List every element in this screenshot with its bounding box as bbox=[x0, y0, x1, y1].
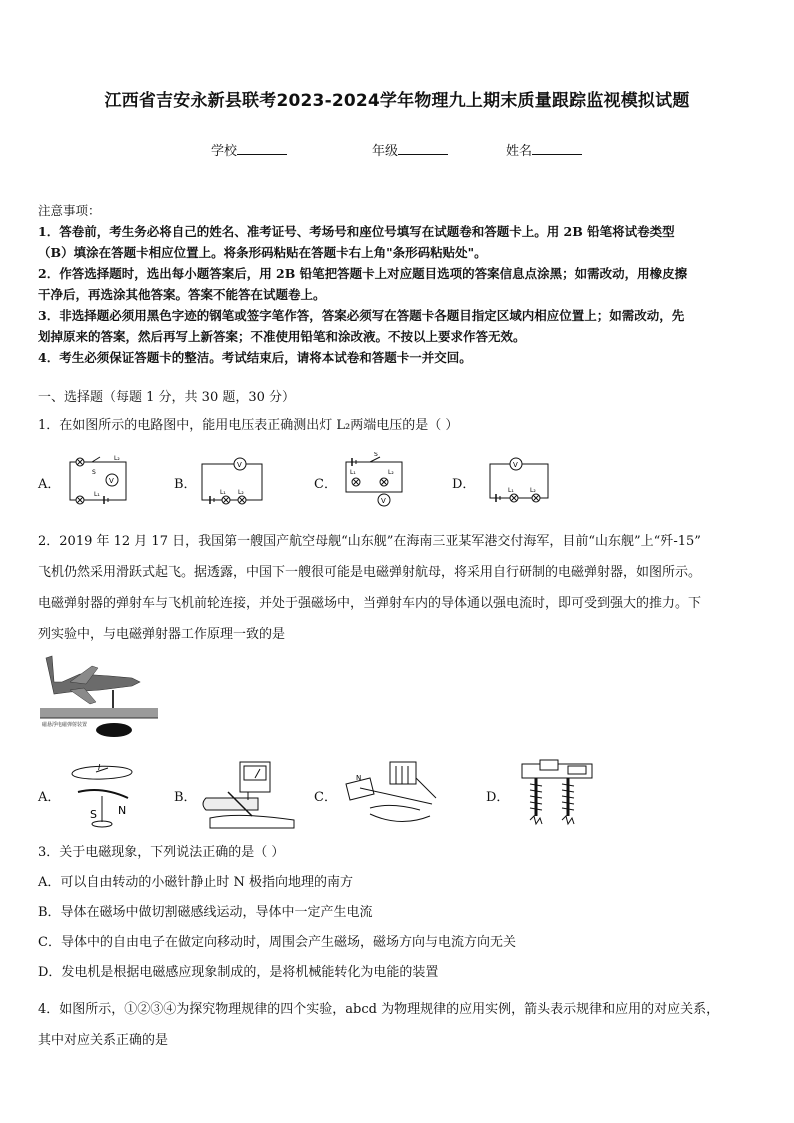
q3-option-a[interactable]: A．可以自由转动的小磁针静止时 N 极指向地理的南方 bbox=[38, 875, 354, 890]
svg-text:V: V bbox=[109, 477, 114, 485]
q1-option-c-label[interactable]: C． bbox=[314, 477, 337, 492]
q1-option-a-label[interactable]: A． bbox=[38, 477, 61, 492]
q3-stem: 3．关于电磁现象，下列说法正确的是（ ） bbox=[38, 845, 285, 860]
name-blank[interactable] bbox=[532, 142, 582, 155]
notice-item-1-line-2: （B）填涂在答题卡相应位置上。将条形码粘贴在答题卡右上角"条形码粘贴处"。 bbox=[38, 245, 487, 260]
q2-line-3: 电磁弹射器的弹射车与飞机前轮连接，并处于强磁场中，当弹射车内的导体通以强电流时，即可受到强大的推力。下 bbox=[38, 596, 702, 611]
q2-a-n-label: N bbox=[118, 804, 127, 817]
q1-circuit-d bbox=[486, 454, 552, 508]
name-field[interactable] bbox=[506, 140, 582, 159]
q1-circuit-c bbox=[340, 452, 408, 510]
svg-text:V: V bbox=[381, 497, 386, 505]
page-title: 江西省吉安永新县联考2023-2024学年物理九上期末质量跟踪监视模拟试题 bbox=[104, 91, 690, 111]
svg-text:S: S bbox=[92, 469, 96, 476]
q2-option-a-label[interactable]: A． bbox=[38, 790, 61, 805]
name-label: 姓名 bbox=[506, 144, 533, 159]
grade-field[interactable] bbox=[372, 140, 448, 159]
svg-text:L₁: L₁ bbox=[508, 487, 514, 494]
q2-line-1: 2．2019 年 12 月 17 日，我国第一艘国产航空母舰“山东舰”在海南三亚某军港交付海军，目前“山东舰”上“歼-15” bbox=[38, 534, 701, 549]
q2-catapult-figure bbox=[40, 652, 158, 740]
svg-text:S: S bbox=[374, 452, 378, 458]
notice-item-3-line-2: 划掉原来的答案，然后再写上新答案；不准使用铅笔和涂改液。不按以上要求作答无效。 bbox=[38, 329, 526, 344]
q1-stem: 1．在如图所示的电路图中，能用电压表正确测出灯 L₂两端电压的是（ ） bbox=[38, 418, 459, 433]
q2-a-current-label: I bbox=[98, 763, 101, 772]
q3-option-d[interactable]: D．发电机是根据电磁感应现象制成的，是将机械能转化为电能的装置 bbox=[38, 965, 439, 980]
q3-option-b[interactable]: B．导体在磁场中做切割磁感线运动，导体中一定产生电流 bbox=[38, 905, 373, 920]
q3-block bbox=[38, 838, 760, 988]
q3-option-c[interactable]: C．导体中的自由电子在做定向移动时，周围会产生磁场，磁场方向与电流方向无关 bbox=[38, 935, 516, 950]
grade-label: 年级 bbox=[372, 144, 399, 159]
notice-item-2-line-1: 2．作答选择题时，选出每小题答案后，用 2B 铅笔把答题卡上对应题目选项的答案信息点涂黑；如需改动，用橡皮擦 bbox=[38, 266, 688, 281]
q2-line-2: 飞机仍然采用滑跃式起飞。据透露，中国下一艘很可能是电磁弹射航母，将采用自行研制的电磁弹射器，如图所示。 bbox=[38, 565, 702, 580]
q1-option-d-label[interactable]: D． bbox=[452, 477, 476, 492]
q2-stem bbox=[38, 526, 760, 650]
q2-option-c-figure bbox=[340, 758, 444, 832]
notice-item-1-line-1: 1．答卷前，考生务必将自己的姓名、准考证号、考场号和座位号填写在试题卷和答题卡上。用 2B 铅笔将试卷类型 bbox=[38, 224, 675, 239]
q2-option-d-figure bbox=[514, 758, 600, 832]
q2-option-b-label[interactable]: B． bbox=[174, 790, 197, 805]
svg-text:L₁: L₁ bbox=[220, 489, 226, 496]
svg-text:L₁: L₁ bbox=[94, 491, 100, 498]
q2-c-n-label: N bbox=[356, 774, 362, 782]
q1-circuit-a bbox=[66, 454, 130, 508]
notice-section bbox=[38, 200, 760, 368]
school-label: 学校 bbox=[211, 144, 238, 159]
q2-option-a-figure bbox=[62, 758, 150, 830]
q2-option-c-label[interactable]: C． bbox=[314, 790, 337, 805]
q1-circuit-b bbox=[198, 454, 266, 508]
notice-heading: 注意事项： bbox=[38, 203, 101, 218]
svg-text:L₂: L₂ bbox=[388, 469, 394, 476]
q2-line-4: 列实验中，与电磁弹射器工作原理一致的是 bbox=[38, 627, 286, 642]
q2-figure-caption: 磁悬浮电磁弹射装置 bbox=[42, 722, 88, 728]
q1-option-b-label[interactable]: B． bbox=[174, 477, 197, 492]
svg-text:V: V bbox=[513, 461, 518, 469]
q2-a-s-label: S bbox=[90, 808, 97, 821]
q4-block bbox=[38, 994, 760, 1056]
svg-text:L₁: L₁ bbox=[350, 469, 356, 476]
q2-option-b-figure bbox=[198, 758, 302, 832]
school-field[interactable] bbox=[211, 140, 287, 159]
q4-line-2: 其中对应关系正确的是 bbox=[38, 1033, 169, 1048]
svg-text:L₂: L₂ bbox=[238, 489, 244, 496]
school-blank[interactable] bbox=[237, 142, 287, 155]
q2-option-d-label[interactable]: D． bbox=[486, 790, 510, 805]
notice-item-4-line-1: 4．考生必须保证答题卡的整洁。考试结束后，请将本试卷和答题卡一并交回。 bbox=[38, 350, 472, 365]
section-heading: 一、选择题（每题 1 分，共 30 题，30 分） bbox=[38, 390, 296, 405]
q4-line-1: 4．如图所示，①②③④为探究物理规律的四个实验，abcd 为物理规律的应用实例，箭头表示规律和应用的对应关系， bbox=[38, 1002, 720, 1017]
svg-text:L₂: L₂ bbox=[530, 487, 536, 494]
svg-text:V: V bbox=[237, 461, 242, 469]
svg-text:L₂: L₂ bbox=[114, 455, 120, 462]
notice-item-2-line-2: 干净后，再选涂其他答案。答案不能答在试题卷上。 bbox=[38, 287, 326, 302]
grade-blank[interactable] bbox=[398, 142, 448, 155]
notice-item-3-line-1: 3．非选择题必须用黑色字迹的钢笔或签字笔作答，答案必须写在答题卡各题目指定区域内相应位置上；如需改动，先 bbox=[38, 308, 685, 323]
